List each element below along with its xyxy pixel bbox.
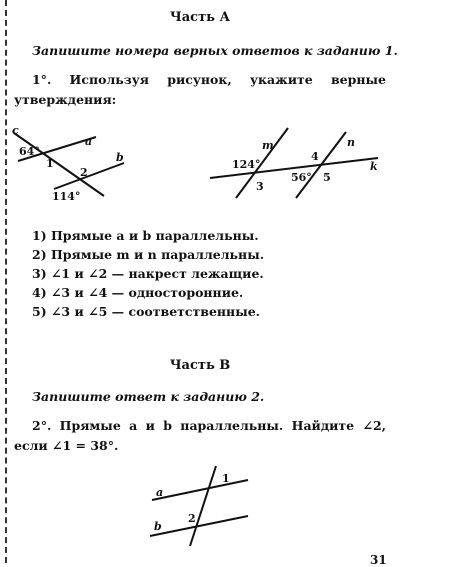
fig2-label-n: n xyxy=(347,136,355,149)
fig2-angle-124: 124° xyxy=(232,158,261,171)
statement-4: 4) ∠3 и ∠4 — односторонние. xyxy=(32,285,244,300)
statement-3: 3) ∠1 и ∠2 — накрест лежащие. xyxy=(32,266,264,281)
fig2-label-3: 3 xyxy=(256,180,264,193)
part-a-instruction: Запишите номера верных ответов к заданию 1. xyxy=(32,43,398,58)
fig1-label-a: a xyxy=(85,135,93,148)
fig3-label-a: a xyxy=(156,486,164,499)
fig1-angle-64: 64° xyxy=(19,145,40,158)
fig1-angle-114: 114° xyxy=(52,190,81,203)
fig2-angle-56: 56° xyxy=(291,171,312,184)
task-1-text: 1°. Используя рисунок, укажите верные утверждения: xyxy=(14,72,386,107)
transversal xyxy=(190,466,216,546)
fig2-label-k: k xyxy=(370,160,378,173)
fig1-label-c: c xyxy=(12,124,19,137)
fig3-label-1: 1 xyxy=(222,472,230,485)
page-number: 31 xyxy=(370,553,387,567)
statement-1: 1) Прямые a и b параллельны. xyxy=(32,228,259,243)
fig3-label-2: 2 xyxy=(188,512,196,525)
fig1-label-1: 1 xyxy=(46,157,54,170)
fig1-label-2: 2 xyxy=(80,166,88,179)
part-a-title: Часть А xyxy=(169,10,231,25)
task-2-text: 2°. Прямые a и b параллельны. Найдите ∠2, если ∠1 = 38°. xyxy=(14,418,386,453)
statement-5: 5) ∠3 и ∠5 — соответственные. xyxy=(32,304,261,319)
fig2-label-5: 5 xyxy=(323,171,331,184)
fig1-label-b: b xyxy=(116,151,124,164)
fig2-label-m: m xyxy=(262,139,274,152)
line-a xyxy=(152,480,248,500)
fig3-label-b: b xyxy=(154,520,162,533)
part-b-title: Часть В xyxy=(169,358,231,373)
fig2-label-4: 4 xyxy=(311,150,319,163)
statement-2: 2) Прямые m и n параллельны. xyxy=(32,247,265,262)
part-b-instruction: Запишите ответ к заданию 2. xyxy=(32,389,265,404)
